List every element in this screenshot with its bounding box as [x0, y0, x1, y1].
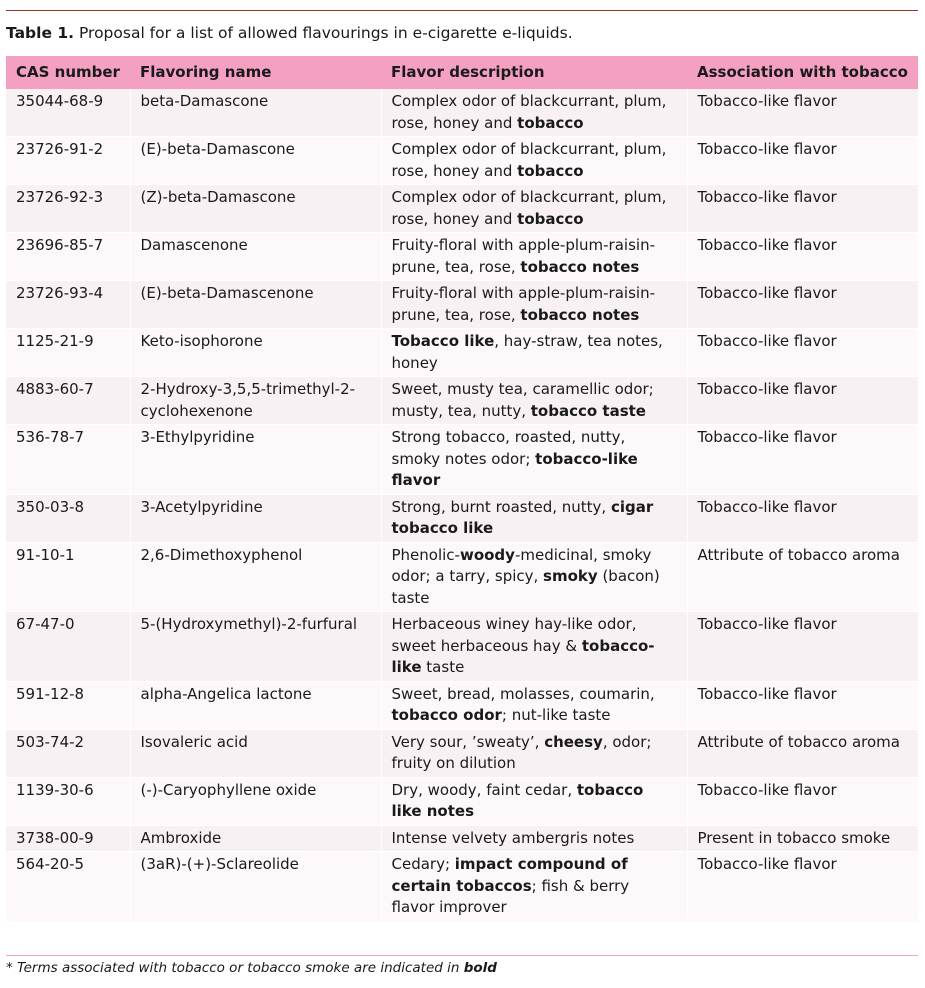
cas-number-cell: 503-74-2 — [6, 729, 130, 777]
flavoring-name-cell: Isovaleric acid — [130, 729, 381, 777]
flavoring-name-cell: 2,6-Dimethoxyphenol — [130, 542, 381, 612]
description-text: taste — [421, 658, 465, 676]
association-cell: Attribute of tobacco aroma — [687, 542, 918, 612]
description-text: Dry, woody, faint cedar, — [391, 780, 577, 799]
description-text: Complex odor of blackcurrant, plum, rose, honey and — [391, 140, 667, 180]
association-cell: Attribute of tobacco aroma — [687, 729, 918, 777]
association-cell: Tobacco-like flavor — [687, 681, 918, 729]
bold-term: tobacco notes — [520, 257, 640, 276]
flavoring-name-cell: Keto-isophorone — [130, 329, 381, 377]
table-row — [6, 681, 918, 729]
header-cas: CAS number — [6, 56, 130, 89]
association-cell: Tobacco-like flavor — [687, 137, 918, 185]
association-cell: Tobacco-like flavor — [687, 494, 918, 542]
cas-number-cell: 23726-91-2 — [6, 137, 130, 185]
cas-number-cell: 591-12-8 — [6, 681, 130, 729]
flavor-description-cell — [381, 233, 687, 281]
bottom-rule — [6, 955, 918, 956]
association-cell: Tobacco-like flavor — [687, 377, 918, 425]
bold-term: cigar tobacco like — [391, 497, 654, 537]
description-text: Fruity-floral with apple-plum-raisin-prune, tea, rose, — [391, 284, 655, 324]
flavor-description-cell — [381, 729, 687, 777]
association-cell: Tobacco-like flavor — [687, 329, 918, 377]
footnote — [6, 959, 918, 977]
table-caption — [6, 23, 918, 43]
header-row — [6, 56, 918, 89]
description-text: Strong, burnt roasted, nutty, — [391, 497, 611, 516]
table-row — [6, 425, 918, 495]
table-row — [6, 494, 918, 542]
association-cell: Tobacco-like flavor — [687, 777, 918, 825]
bold-term: tobacco odor — [391, 706, 502, 724]
table-header — [6, 56, 918, 89]
bold-term: tobacco — [517, 209, 584, 228]
association-cell: Tobacco-like flavor — [687, 185, 918, 233]
association-cell: Tobacco-like flavor — [687, 89, 918, 137]
flavor-description-cell — [381, 681, 687, 729]
flavor-description-cell — [381, 825, 687, 852]
description-text: , hay-straw, tea notes, honey — [391, 332, 663, 372]
table-row — [6, 185, 918, 233]
association-cell: Tobacco-like flavor — [687, 233, 918, 281]
bold-term: cheesy — [544, 732, 603, 751]
header-flavoring-name: Flavoring name — [130, 56, 381, 89]
footnote-bold: bold — [463, 960, 497, 976]
description-text: Strong tobacco, roasted, nutty, smoky notes odor; — [391, 428, 626, 468]
flavoring-name-cell: 3-Acetylpyridine — [130, 494, 381, 542]
cas-number-cell: 1139-30-6 — [6, 777, 130, 825]
description-text: ; nut-like taste — [501, 706, 611, 724]
description-text: Herbaceous winey hay-like odor, sweet herbaceous hay & — [391, 615, 637, 655]
table-row — [6, 137, 918, 185]
cas-number-cell: 564-20-5 — [6, 852, 130, 922]
description-text: Sweet, bread, molasses, coumarin, — [391, 684, 655, 703]
flavor-description-cell — [381, 377, 687, 425]
flavoring-name-cell: 2-Hydroxy-3,5,5-trimethyl-2-cyclohexenone — [130, 377, 381, 425]
header-flavor-description: Flavor description — [381, 56, 687, 89]
flavoring-name-cell: Damascenone — [130, 233, 381, 281]
flavourings-table — [6, 56, 918, 922]
description-text: Cedary; — [391, 855, 455, 873]
association-cell: Tobacco-like flavor — [687, 852, 918, 922]
cas-number-cell: 35044-68-9 — [6, 89, 130, 137]
flavor-description-cell — [381, 852, 687, 922]
table-row — [6, 542, 918, 612]
bold-term: impact compound of certain tobaccos — [391, 855, 628, 895]
bold-term: tobacco like notes — [391, 780, 644, 820]
flavor-description-cell — [381, 425, 687, 495]
flavor-description-cell — [381, 612, 687, 682]
bold-term: tobacco taste — [530, 401, 646, 420]
cas-number-cell: 3738-00-9 — [6, 825, 130, 852]
table-row — [6, 825, 918, 852]
flavor-description-cell — [381, 137, 687, 185]
flavoring-name-cell: 5-(Hydroxymethyl)-2-furfural — [130, 612, 381, 682]
cas-number-cell: 67-47-0 — [6, 612, 130, 682]
description-text: Fruity-floral with apple-plum-raisin-prune, tea, rose, — [391, 236, 655, 276]
table-row — [6, 233, 918, 281]
table-row — [6, 329, 918, 377]
cas-number-cell: 23696-85-7 — [6, 233, 130, 281]
footnote-text: * Terms associated with tobacco or tobacco smoke are indicated in — [6, 960, 464, 976]
association-cell: Tobacco-like flavor — [687, 425, 918, 495]
table-row — [6, 777, 918, 825]
cas-number-cell: 91-10-1 — [6, 542, 130, 612]
description-text: (bacon) taste — [391, 567, 660, 607]
flavor-description-cell — [381, 542, 687, 612]
association-cell: Present in tobacco smoke — [687, 825, 918, 852]
cas-number-cell: 23726-92-3 — [6, 185, 130, 233]
bold-term: Tobacco like — [391, 332, 495, 350]
table-row — [6, 281, 918, 329]
description-text: Phenolic- — [391, 545, 460, 564]
bold-term: tobacco — [517, 113, 584, 132]
bold-term: tobacco notes — [520, 305, 640, 324]
bold-term: woody — [459, 545, 515, 564]
bold-term: tobacco — [517, 161, 584, 180]
flavoring-name-cell: beta-Damascone — [130, 89, 381, 137]
flavoring-name-cell: (-)-Caryophyllene oxide — [130, 777, 381, 825]
caption-text: Proposal for a list of allowed flavourings in e-cigarette e-liquids. — [74, 24, 573, 42]
flavoring-name-cell: 3-Ethylpyridine — [130, 425, 381, 495]
description-text: Complex odor of blackcurrant, plum, rose, honey and — [391, 92, 667, 132]
cas-number-cell: 23726-93-4 — [6, 281, 130, 329]
bold-term: tobacco-like — [391, 636, 655, 676]
flavor-description-cell — [381, 185, 687, 233]
bold-term: tobacco-like flavor — [391, 449, 638, 489]
description-text: Intense velvety ambergris notes — [391, 828, 635, 847]
description-text: Complex odor of blackcurrant, plum, rose, honey and — [391, 188, 667, 228]
flavor-description-cell — [381, 777, 687, 825]
table-row — [6, 89, 918, 137]
cas-number-cell: 536-78-7 — [6, 425, 130, 495]
header-association: Association with tobacco — [687, 56, 918, 89]
flavoring-name-cell: (E)-beta-Damascone — [130, 137, 381, 185]
flavor-description-cell — [381, 89, 687, 137]
description-text: Very sour, ’sweaty’, — [391, 732, 545, 751]
description-text: -medicinal, smoky odor; a tarry, spicy, — [391, 545, 652, 585]
caption-label: Table 1. — [6, 24, 75, 42]
table-row — [6, 377, 918, 425]
cas-number-cell: 1125-21-9 — [6, 329, 130, 377]
association-cell: Tobacco-like flavor — [687, 281, 918, 329]
flavor-description-cell — [381, 494, 687, 542]
table-row — [6, 729, 918, 777]
cas-number-cell: 4883-60-7 — [6, 377, 130, 425]
table-row — [6, 612, 918, 682]
cas-number-cell: 350-03-8 — [6, 494, 130, 542]
bold-term: smoky — [543, 567, 598, 585]
association-cell: Tobacco-like flavor — [687, 612, 918, 682]
flavoring-name-cell: alpha-Angelica lactone — [130, 681, 381, 729]
flavoring-name-cell: (Z)-beta-Damascone — [130, 185, 381, 233]
table-row — [6, 852, 918, 922]
top-rule — [6, 10, 918, 11]
flavor-description-cell — [381, 329, 687, 377]
description-text: ; fish & berry flavor improver — [391, 876, 630, 916]
description-text: , odor; fruity on dilution — [391, 732, 652, 772]
flavoring-name-cell: Ambroxide — [130, 825, 381, 852]
flavoring-name-cell: (3aR)-(+)-Sclareolide — [130, 852, 381, 922]
description-text: Sweet, musty tea, caramellic odor; musty, tea, nutty, — [391, 380, 654, 420]
flavor-description-cell — [381, 281, 687, 329]
table-body — [6, 89, 918, 921]
flavoring-name-cell: (E)-beta-Damascenone — [130, 281, 381, 329]
